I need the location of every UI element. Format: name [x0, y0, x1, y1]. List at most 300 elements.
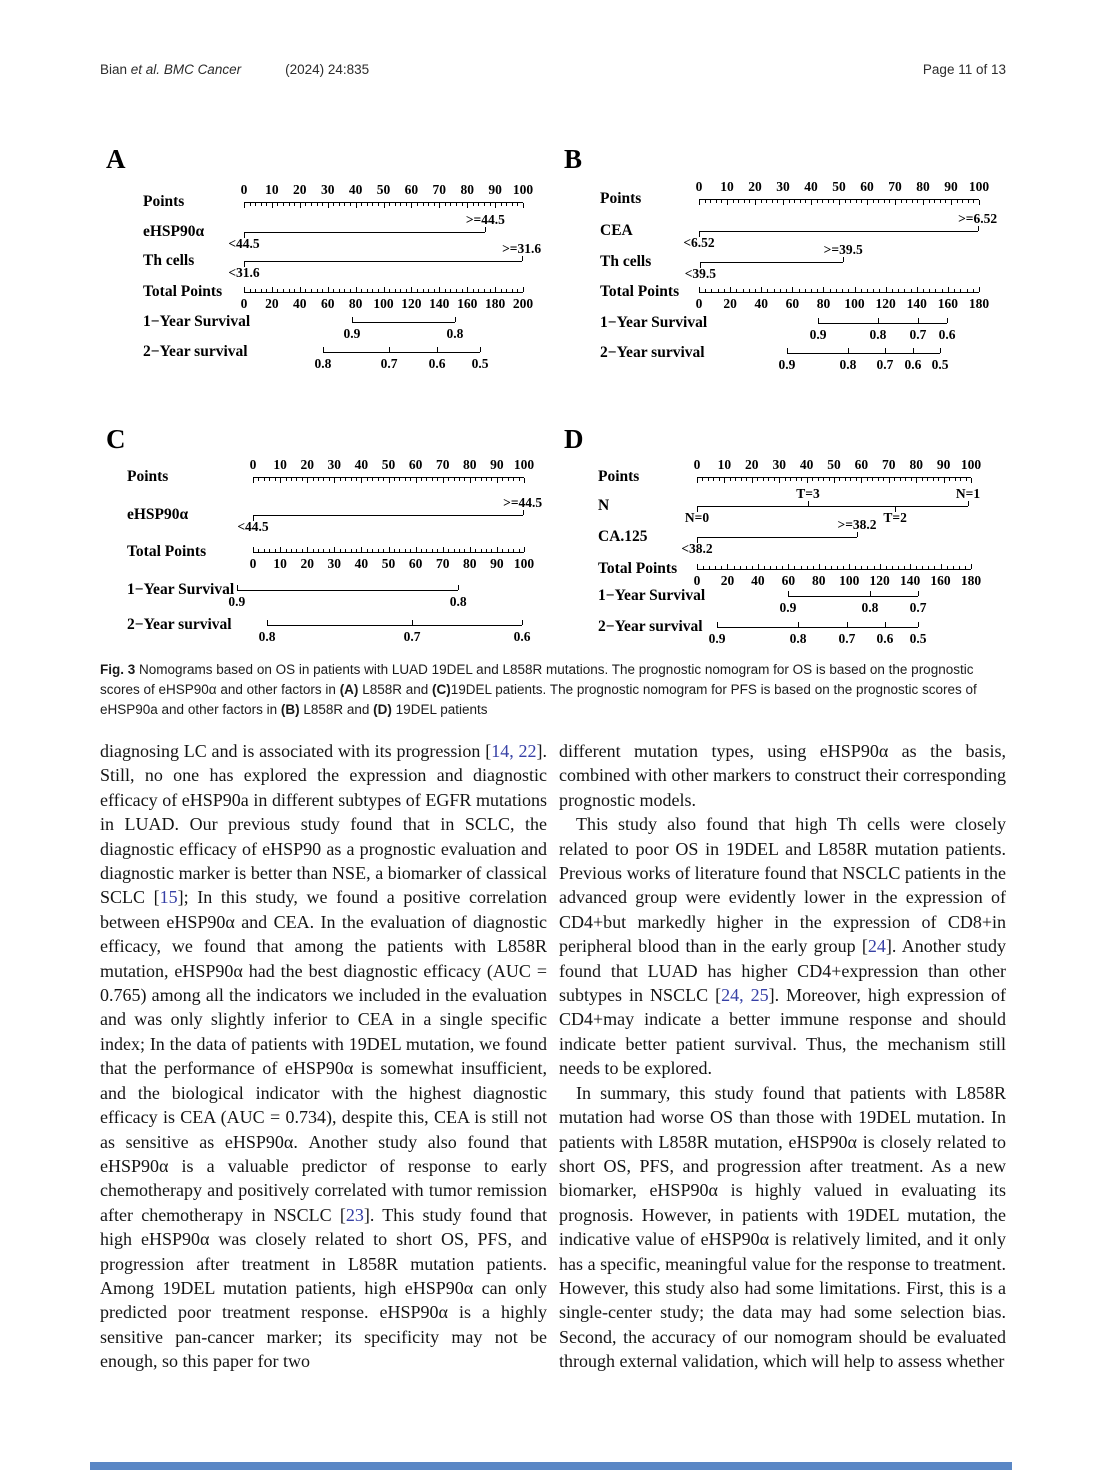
minor-tick [807, 566, 808, 569]
paragraph: different mutation types, using eHSP90α as the basis, combined with other markers to construct their corresponding prognostic models. [559, 741, 1006, 810]
minor-tick [912, 200, 913, 203]
minor-tick [892, 289, 893, 292]
minor-tick [794, 200, 795, 203]
minor-tick [345, 549, 346, 552]
nomogram-panel-c [100, 424, 552, 656]
minor-tick [269, 549, 270, 552]
minor-tick [323, 549, 324, 552]
major-tick [923, 200, 924, 205]
minor-tick [508, 478, 509, 481]
minor-tick [966, 478, 967, 481]
minor-tick [867, 566, 868, 569]
minor-tick [508, 549, 509, 552]
value-label: <31.6 [228, 265, 260, 280]
paragraph: This study also found that high Th cells were closely related to poor OS in 19DEL and L858R mutation patients. Previous works of literature found that NSCLC patients in the advanced group were evidently lower in the expression of CD4+but markedly higher in the expression of CD8+in peripheral blood than in the early group [24]. Another study found that LUAD has higher CD4+expression than other subtypes in NSCLC [24, 25]. Moreover, high expression of CD4+may indicate a better immune response and should indicate better patient survival. Thus, the mechanism still needs to be explored. [559, 814, 1006, 1079]
major-tick [895, 200, 896, 205]
minor-tick [264, 549, 265, 552]
minor-tick [450, 203, 451, 206]
major-tick [467, 203, 468, 208]
axis-tick-label: 0 [695, 296, 703, 311]
major-tick [389, 478, 390, 483]
major-tick [779, 478, 780, 483]
minor-tick [786, 289, 787, 292]
axis-tick-label: 100 [844, 296, 865, 311]
major-tick [699, 287, 700, 292]
minor-tick [898, 289, 899, 292]
axis-tick-label: 80 [463, 457, 477, 472]
major-tick [328, 287, 329, 292]
value-label: 0.6 [938, 327, 956, 342]
major-tick [384, 287, 385, 292]
citation-link: 24 [867, 936, 886, 957]
minor-tick [456, 289, 457, 292]
minor-tick [749, 289, 750, 292]
minor-tick [462, 289, 463, 292]
axis-tick-label: 0 [693, 457, 701, 472]
major-tick [470, 478, 471, 483]
major-tick [470, 547, 471, 552]
value-label: 0.8 [446, 326, 464, 341]
minor-tick [491, 478, 492, 481]
minor-tick [459, 549, 460, 552]
minor-tick [356, 549, 357, 552]
minor-tick [350, 289, 351, 292]
minor-tick [818, 478, 819, 481]
minor-tick [740, 566, 741, 569]
minor-tick [512, 289, 513, 292]
minor-tick [351, 478, 352, 481]
caption-text-part: L858R and [358, 682, 432, 697]
minor-tick [286, 478, 287, 481]
minor-tick [399, 478, 400, 481]
minor-tick [738, 200, 739, 203]
minor-tick [716, 200, 717, 203]
axis-tick-label: 0 [240, 296, 248, 311]
caption-text-part: L858R and [299, 702, 374, 717]
minor-tick [512, 203, 513, 206]
minor-tick [323, 478, 324, 481]
axis-line [788, 596, 918, 597]
axis-tick-label: 80 [460, 182, 474, 197]
value-tick [913, 348, 914, 353]
minor-tick [501, 289, 502, 292]
minor-tick [705, 200, 706, 203]
major-tick [497, 478, 498, 483]
axis-line [267, 625, 522, 626]
minor-tick [789, 200, 790, 203]
minor-tick [428, 289, 429, 292]
minor-tick [833, 200, 834, 203]
minor-tick [275, 549, 276, 552]
value-tick [848, 348, 849, 353]
minor-tick [258, 478, 259, 481]
value-label: 0.8 [869, 327, 887, 342]
value-tick [237, 585, 238, 590]
axis-tick-label: 40 [804, 179, 818, 194]
minor-tick [850, 478, 851, 481]
minor-tick [275, 478, 276, 481]
minor-tick [743, 289, 744, 292]
minor-tick [892, 566, 893, 569]
major-tick [730, 287, 731, 292]
minor-tick [886, 566, 887, 569]
axis-tick-label: 180 [960, 573, 982, 588]
value-label: 0.5 [471, 356, 489, 371]
minor-tick [296, 549, 297, 552]
axis-label: eHSP90α [127, 506, 189, 523]
axis-tick-label: 140 [429, 296, 450, 311]
axis-tick-label: 100 [512, 182, 534, 197]
minor-tick [856, 478, 857, 481]
minor-tick [733, 200, 734, 203]
axis-tick-label: 60 [785, 296, 800, 311]
major-tick [697, 564, 698, 569]
body-right-column [559, 739, 1006, 1374]
minor-tick [475, 478, 476, 481]
minor-tick [502, 478, 503, 481]
axis-tick-label: 90 [490, 457, 504, 472]
minor-tick [261, 289, 262, 292]
axis-tick-label: 160 [457, 296, 478, 311]
minor-tick [855, 566, 856, 569]
minor-tick [772, 200, 773, 203]
minor-tick [289, 203, 290, 206]
axis-tick-label: 70 [882, 457, 896, 472]
major-tick [244, 203, 245, 208]
value-tick [798, 622, 799, 627]
value-label: <38.2 [681, 541, 713, 556]
minor-tick [501, 203, 502, 206]
axis-tick-label: 90 [488, 182, 502, 197]
axis-label: CEA [600, 222, 633, 239]
minor-tick [372, 549, 373, 552]
value-tick [412, 620, 413, 625]
minor-tick [928, 566, 929, 569]
axis-tick-label: 140 [899, 573, 921, 588]
major-tick [416, 547, 417, 552]
value-label: N=0 [684, 510, 710, 525]
minor-tick [774, 289, 775, 292]
axis-label: 1−Year Survival [127, 581, 235, 598]
minor-tick [776, 566, 777, 569]
axis-label: Points [598, 468, 640, 485]
axis-label: Total Points [143, 283, 223, 300]
major-tick [971, 564, 972, 569]
minor-tick [410, 549, 411, 552]
minor-tick [805, 289, 806, 292]
axis-tick-label: 70 [888, 179, 902, 194]
minor-tick [283, 289, 284, 292]
caption-bold-part: (B) [280, 702, 300, 717]
minor-tick [454, 549, 455, 552]
minor-tick [872, 478, 873, 481]
value-tick [437, 347, 438, 352]
major-tick [697, 478, 698, 483]
value-label: N=1 [955, 486, 981, 501]
value-label: 0.7 [909, 600, 927, 615]
major-tick [951, 200, 952, 205]
minor-tick [766, 200, 767, 203]
minor-tick [801, 566, 802, 569]
axis-line [700, 262, 843, 263]
major-tick [495, 203, 496, 208]
minor-tick [709, 566, 710, 569]
axis-tick-label: 40 [754, 296, 768, 311]
minor-tick [478, 203, 479, 206]
axis-tick-label: 20 [265, 296, 279, 311]
minor-tick [917, 200, 918, 203]
minor-tick [269, 478, 270, 481]
axis-label: 2−Year survival [143, 343, 248, 360]
axis-tick-label: 0 [693, 573, 701, 588]
minor-tick [845, 200, 846, 203]
major-tick [867, 200, 868, 205]
axis-tick-label: 40 [354, 457, 369, 472]
minor-tick [456, 203, 457, 206]
axis-tick-label: 100 [960, 457, 982, 472]
axis-tick-label: 50 [827, 457, 841, 472]
axis-tick-label: 30 [320, 182, 335, 197]
minor-tick [389, 289, 390, 292]
value-label: 0.7 [876, 357, 894, 372]
major-tick [443, 478, 444, 483]
axis-line [787, 353, 940, 354]
minor-tick [286, 549, 287, 552]
major-tick [811, 200, 812, 205]
minor-tick [715, 566, 716, 569]
minor-tick [813, 566, 814, 569]
minor-tick [405, 478, 406, 481]
major-tick [916, 478, 917, 483]
axis-label: 2−Year survival [600, 344, 705, 361]
axis-tick-label: 80 [812, 573, 826, 588]
value-tick [885, 622, 886, 627]
minor-tick [356, 478, 357, 481]
minor-tick [383, 549, 384, 552]
minor-tick [372, 478, 373, 481]
minor-tick [450, 289, 451, 292]
major-tick [253, 547, 254, 552]
minor-tick [448, 549, 449, 552]
minor-tick [719, 478, 720, 481]
minor-tick [774, 478, 775, 481]
figure-caption [100, 660, 1008, 720]
minor-tick [417, 289, 418, 292]
major-tick [334, 478, 335, 483]
page-header [100, 62, 1006, 82]
axis-tick-label: 80 [909, 457, 923, 472]
minor-tick [395, 203, 396, 206]
minor-tick [954, 289, 955, 292]
major-tick [253, 478, 254, 483]
minor-tick [311, 203, 312, 206]
minor-tick [454, 478, 455, 481]
minor-tick [322, 289, 323, 292]
minor-tick [874, 566, 875, 569]
figure-caption-label: Fig. 3 [100, 662, 136, 677]
minor-tick [905, 478, 906, 481]
major-tick [443, 547, 444, 552]
axis-line [697, 537, 857, 538]
value-tick [323, 347, 324, 352]
minor-tick [898, 566, 899, 569]
minor-tick [962, 200, 963, 203]
nomogram-panel-d [558, 424, 1010, 656]
nomogram-panel-a [100, 144, 552, 393]
value-tick [389, 347, 390, 352]
minor-tick [421, 549, 422, 552]
major-tick [819, 564, 820, 569]
axis-tick-label: 20 [723, 296, 737, 311]
axis-tick-label: 0 [249, 556, 257, 571]
minor-tick [432, 478, 433, 481]
minor-tick [878, 478, 879, 481]
minor-tick [305, 203, 306, 206]
major-tick [727, 564, 728, 569]
major-tick [861, 478, 862, 483]
citation-link: 24, 25 [721, 985, 769, 1006]
minor-tick [448, 478, 449, 481]
citation-link: 23 [345, 1204, 364, 1225]
minor-tick [250, 289, 251, 292]
major-tick [439, 203, 440, 208]
value-label: >=44.5 [503, 495, 543, 510]
axis-line [244, 292, 523, 293]
axis-line [244, 261, 522, 262]
major-tick [807, 478, 808, 483]
minor-tick [768, 478, 769, 481]
minor-tick [911, 289, 912, 292]
minor-tick [800, 200, 801, 203]
minor-tick [291, 549, 292, 552]
axis-line [717, 627, 918, 628]
minor-tick [867, 478, 868, 481]
minor-tick [805, 200, 806, 203]
minor-tick [473, 203, 474, 206]
caption-text-part: 19DEL patients. The prognostic nomogram for PFS is based on the prognostic scores of eHSP90a and other factors in [100, 682, 977, 717]
major-tick [244, 287, 245, 292]
major-tick [361, 478, 362, 483]
minor-tick [400, 289, 401, 292]
axis-tick-label: 70 [435, 556, 450, 571]
axis-tick-label: 40 [751, 573, 765, 588]
major-tick [752, 478, 753, 483]
minor-tick [399, 549, 400, 552]
axis-tick-label: 20 [720, 573, 735, 588]
minor-tick [842, 289, 843, 292]
minor-tick [873, 289, 874, 292]
value-tick [788, 591, 789, 596]
axis-label: Points [600, 190, 642, 207]
minor-tick [367, 289, 368, 292]
major-tick [788, 564, 789, 569]
minor-tick [394, 549, 395, 552]
value-label: 0.8 [314, 356, 332, 371]
minor-tick [839, 478, 840, 481]
minor-tick [389, 203, 390, 206]
axis-line [818, 323, 947, 324]
axis-tick-label: 20 [293, 182, 307, 197]
minor-tick [305, 289, 306, 292]
minor-tick [837, 566, 838, 569]
header-journal: BMC Cancer [163, 62, 242, 77]
axis-line [697, 569, 971, 570]
minor-tick [973, 200, 974, 203]
axis-line [253, 552, 524, 553]
minor-tick [861, 200, 862, 203]
axis-tick-label: 90 [944, 179, 958, 194]
minor-tick [780, 289, 781, 292]
minor-tick [311, 289, 312, 292]
minor-tick [843, 566, 844, 569]
major-tick [523, 287, 524, 292]
major-tick [944, 478, 945, 483]
minor-tick [942, 289, 943, 292]
minor-tick [938, 478, 939, 481]
major-tick [307, 478, 308, 483]
major-tick [761, 287, 762, 292]
footer-blue-bar [90, 1462, 1012, 1470]
minor-tick [721, 200, 722, 203]
minor-tick [333, 289, 334, 292]
axis-tick-label: 180 [484, 296, 506, 311]
axis-tick-label: 40 [799, 457, 814, 472]
minor-tick [878, 200, 879, 203]
minor-tick [394, 478, 395, 481]
header-citation [100, 62, 369, 77]
axis-tick-label: 0 [695, 179, 703, 194]
caption-bold-part: (C) [432, 682, 451, 697]
minor-tick [736, 289, 737, 292]
value-label: 0.8 [258, 629, 276, 644]
minor-tick [861, 289, 862, 292]
minor-tick [790, 478, 791, 481]
axis-line [244, 232, 485, 233]
axis-tick-label: 60 [320, 296, 335, 311]
minor-tick [746, 478, 747, 481]
minor-tick [817, 289, 818, 292]
minor-tick [904, 289, 905, 292]
axis-tick-label: 80 [816, 296, 831, 311]
minor-tick [513, 478, 514, 481]
axis-tick-label: 120 [401, 296, 422, 311]
minor-tick [879, 289, 880, 292]
minor-tick [927, 478, 928, 481]
minor-tick [406, 203, 407, 206]
minor-tick [478, 289, 479, 292]
value-label: <44.5 [228, 236, 260, 251]
value-tick [940, 348, 941, 353]
axis-tick-label: 60 [408, 556, 423, 571]
minor-tick [933, 478, 934, 481]
minor-tick [367, 549, 368, 552]
minor-tick [351, 549, 352, 552]
minor-tick [703, 566, 704, 569]
minor-tick [475, 549, 476, 552]
axis-tick-label: 100 [513, 556, 535, 571]
minor-tick [318, 478, 319, 481]
minor-tick [421, 478, 422, 481]
nomogram-panel-b [558, 144, 1010, 393]
value-tick [455, 317, 456, 322]
minor-tick [711, 289, 712, 292]
minor-tick [796, 478, 797, 481]
minor-tick [708, 478, 709, 481]
minor-tick [426, 478, 427, 481]
axis-tick-label: 30 [327, 556, 342, 571]
minor-tick [344, 203, 345, 206]
value-label: T=2 [883, 510, 907, 525]
